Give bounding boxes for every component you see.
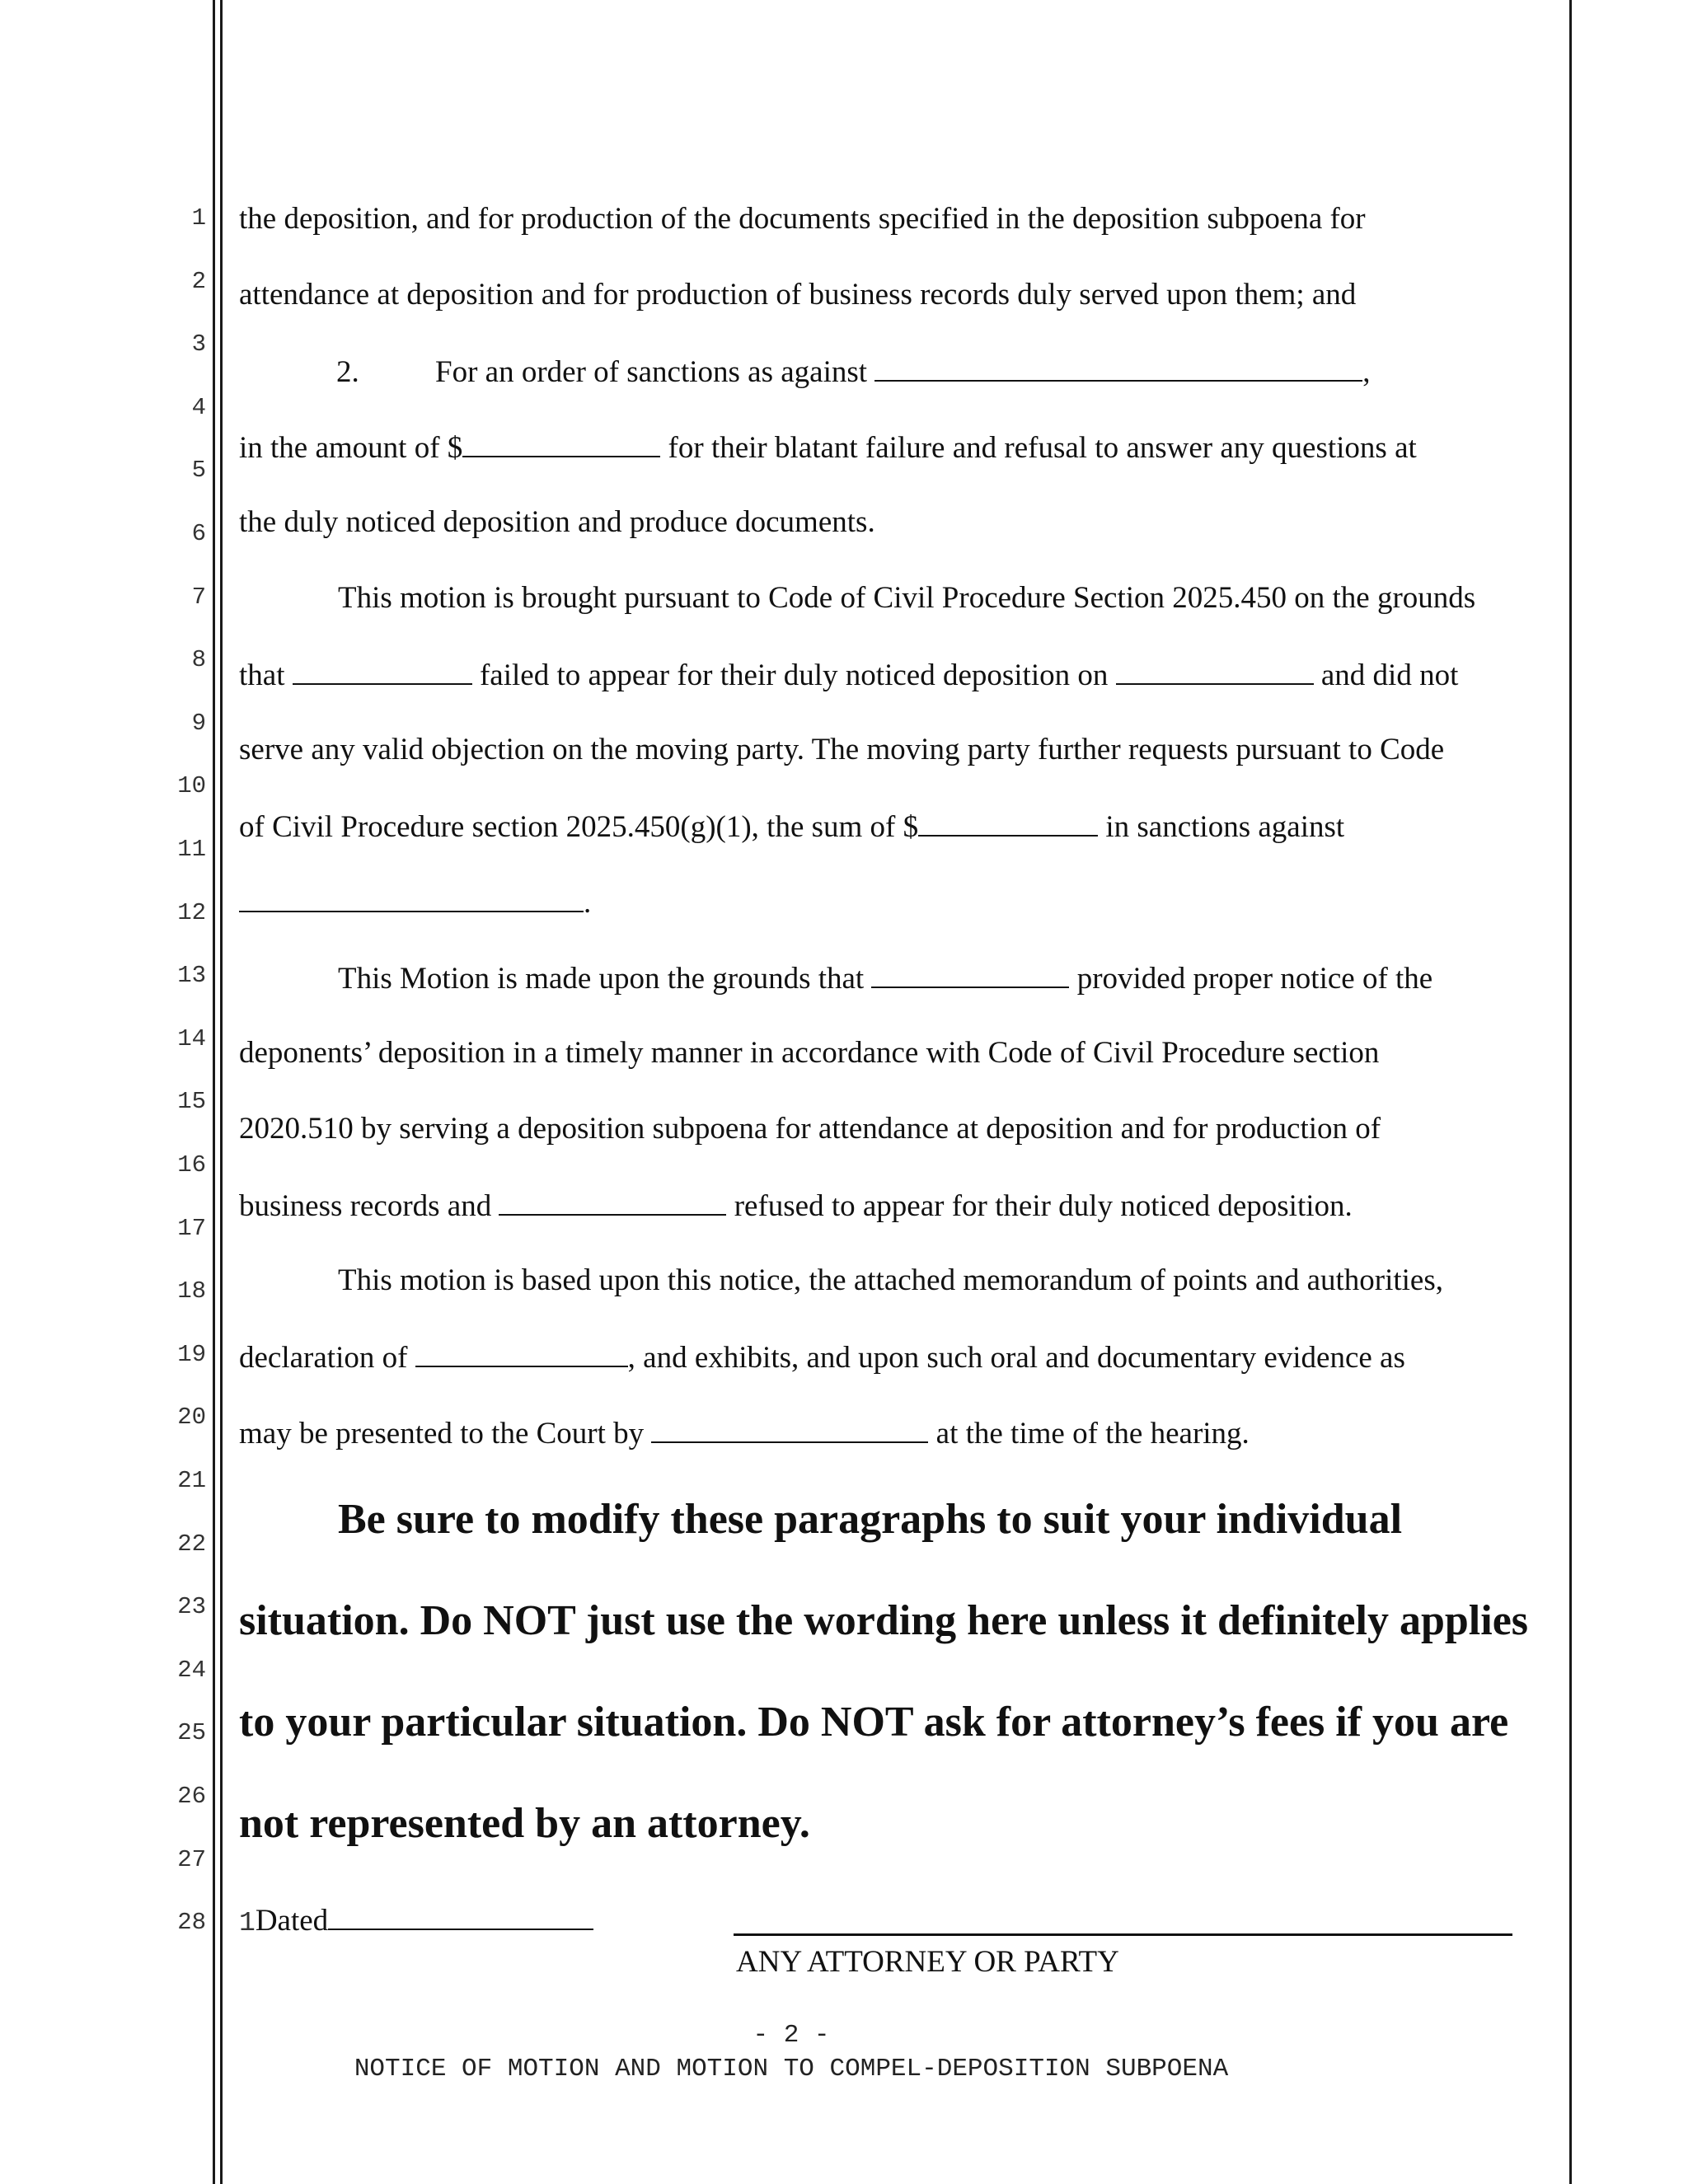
date-blank[interactable] bbox=[328, 1904, 593, 1930]
line-number: 3 bbox=[191, 330, 206, 358]
signature-line[interactable] bbox=[734, 1933, 1512, 1936]
noticing-party-blank[interactable] bbox=[871, 962, 1069, 988]
line-number: 7 bbox=[191, 583, 206, 611]
line-number: 10 bbox=[177, 772, 206, 799]
refusing-party-blank[interactable] bbox=[499, 1189, 726, 1216]
line-number: 9 bbox=[191, 710, 206, 737]
text-line: . bbox=[239, 886, 591, 918]
line-number: 18 bbox=[177, 1277, 206, 1305]
sanction-amount-blank[interactable] bbox=[462, 431, 660, 457]
sanctioned-party-blank[interactable] bbox=[874, 355, 1362, 382]
line-number: 12 bbox=[177, 899, 206, 926]
footer-title: NOTICE OF MOTION AND MOTION TO COMPEL-DEPOSITION SUBPOENA bbox=[354, 2055, 1229, 2083]
text-line: 2020.510 by serving a deposition subpoena for attendance at deposition and for production of bbox=[239, 1112, 1381, 1146]
line-number: 15 bbox=[177, 1088, 206, 1115]
line-number: 22 bbox=[177, 1530, 206, 1558]
line-number: 5 bbox=[191, 457, 206, 484]
line-number: 23 bbox=[177, 1593, 206, 1620]
warning-line: situation. Do NOT just use the wording here unless it definitely applies bbox=[239, 1597, 1529, 1644]
text-line: in the amount of $ for their blatant failure and refusal to answer any questions at bbox=[239, 431, 1417, 465]
line-number: 19 bbox=[177, 1341, 206, 1368]
text-line: deponents’ deposition in a timely manner in accordance with Code of Civil Procedure section bbox=[239, 1036, 1380, 1070]
text-line: that failed to appear for their duly noticed deposition on and did not bbox=[239, 658, 1459, 692]
text-line: of Civil Procedure section 2025.450(g)(1), the sum of $ in sanctions against bbox=[239, 810, 1345, 844]
signer-label: ANY ATTORNEY OR PARTY bbox=[736, 1945, 1119, 1979]
line-number: 17 bbox=[177, 1215, 206, 1242]
right-margin-rule bbox=[1569, 0, 1572, 2184]
warning-line: not represented by an attorney. bbox=[239, 1800, 810, 1847]
line-number: 16 bbox=[177, 1151, 206, 1179]
declarant-blank[interactable] bbox=[415, 1341, 628, 1367]
text-line: may be presented to the Court by at the time of the hearing. bbox=[239, 1417, 1250, 1451]
paragraph-start: This Motion is made upon the grounds that provided proper notice of the bbox=[338, 962, 1433, 996]
warning-line: to your particular situation. Do NOT ask for attorney’s fees if you are bbox=[239, 1699, 1509, 1746]
line-number: 14 bbox=[177, 1025, 206, 1052]
line-number: 6 bbox=[191, 520, 206, 547]
text-line: business records and refused to appear for their duly noticed deposition. bbox=[239, 1189, 1353, 1223]
line-number: 20 bbox=[177, 1404, 206, 1431]
page-number: - 2 - bbox=[753, 2021, 830, 2050]
line-number: 24 bbox=[177, 1657, 206, 1684]
text-line: declaration of , and exhibits, and upon such oral and documentary evidence as bbox=[239, 1341, 1405, 1375]
left-margin-rule-outer bbox=[213, 0, 215, 2184]
warning-line: Be sure to modify these paragraphs to suit your individual bbox=[338, 1496, 1403, 1543]
left-margin-rule-inner bbox=[220, 0, 223, 2184]
text-line: serve any valid objection on the moving party. The moving party further requests pursuant to Code bbox=[239, 733, 1445, 766]
line-number: 8 bbox=[191, 646, 206, 673]
line-number: 25 bbox=[177, 1719, 206, 1746]
line-number: 21 bbox=[177, 1467, 206, 1494]
presenting-party-blank[interactable] bbox=[651, 1417, 928, 1443]
paragraph-start: This motion is based upon this notice, the attached memorandum of points and authorities, bbox=[338, 1263, 1443, 1297]
line-number: 28 bbox=[177, 1909, 206, 1936]
paragraph-start: This motion is brought pursuant to Code of Civil Procedure Section 2025.450 on the grounds bbox=[338, 581, 1476, 615]
text-line: the deposition, and for production of the documents specified in the deposition subpoena for bbox=[239, 202, 1366, 236]
deponent-blank[interactable] bbox=[293, 658, 472, 685]
text-line: the duly noticed deposition and produce documents. bbox=[239, 505, 875, 539]
line-number: 27 bbox=[177, 1846, 206, 1873]
text-line: 2. For an order of sanctions as against , bbox=[336, 355, 1371, 389]
line-number: 1 bbox=[191, 204, 206, 232]
line-number: 4 bbox=[191, 394, 206, 421]
sanctions-against-blank[interactable] bbox=[239, 886, 584, 912]
sanctions-sum-blank[interactable] bbox=[918, 810, 1098, 837]
text-line: attendance at deposition and for production of business records duly served upon them; and bbox=[239, 278, 1357, 312]
line-number: 11 bbox=[177, 836, 206, 863]
line-number: 2 bbox=[191, 268, 206, 295]
deposition-date-blank[interactable] bbox=[1116, 658, 1314, 685]
dated-line: 1Dated bbox=[239, 1904, 593, 1937]
line-number: 13 bbox=[177, 962, 206, 989]
line-number: 26 bbox=[177, 1783, 206, 1810]
